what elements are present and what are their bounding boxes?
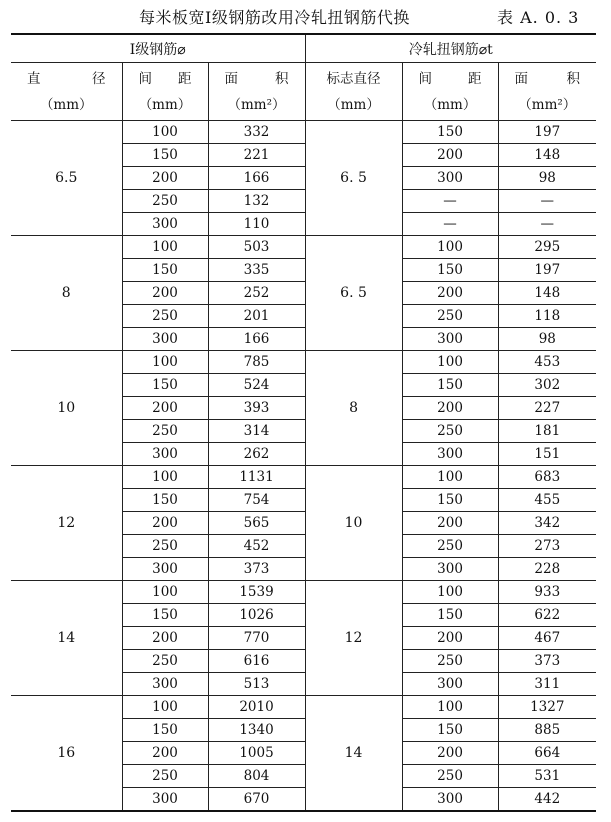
grade1-area-cell: 1005 (208, 742, 305, 765)
col-header-twisted-spacing: 间 距 （mm） (402, 63, 498, 121)
grade1-area-cell: 524 (208, 374, 305, 397)
table-title: 每米板宽Ⅰ级钢筋改用冷轧扭钢筋代换 (139, 8, 410, 27)
grade1-area-cell: 670 (208, 788, 305, 812)
grade1-spacing-cell: 250 (122, 190, 208, 213)
left-group-header: Ⅰ级钢筋⌀ (11, 34, 305, 63)
twisted-spacing-cell: 300 (402, 328, 498, 351)
twisted-area-cell: 683 (498, 466, 596, 489)
twisted-area-cell: 98 (498, 167, 596, 190)
twisted-area-cell: — (498, 213, 596, 236)
grade1-spacing-cell: 250 (122, 765, 208, 788)
twisted-spacing-cell: 250 (402, 650, 498, 673)
grade1-spacing-cell: 250 (122, 420, 208, 443)
twisted-spacing-cell: 150 (402, 489, 498, 512)
twisted-spacing-cell: 300 (402, 558, 498, 581)
grade1-diameter-cell: 6.5 (11, 121, 122, 236)
twisted-spacing-cell: 200 (402, 512, 498, 535)
grade1-area-cell: 335 (208, 259, 305, 282)
grade1-area-cell: 565 (208, 512, 305, 535)
grade1-spacing-cell: 200 (122, 282, 208, 305)
twisted-spacing-cell: 150 (402, 121, 498, 144)
right-group-header: 冷轧扭钢筋⌀t (305, 34, 596, 63)
col-header-diameter: 直 径 （mm） (11, 63, 122, 121)
twisted-diameter-cell: 12 (305, 581, 402, 696)
twisted-area-cell: 197 (498, 121, 596, 144)
grade1-spacing-cell: 150 (122, 259, 208, 282)
grade1-area-cell: 616 (208, 650, 305, 673)
grade1-area-cell: 132 (208, 190, 305, 213)
twisted-area-cell: 181 (498, 420, 596, 443)
grade1-area-cell: 166 (208, 328, 305, 351)
twisted-spacing-cell: 100 (402, 351, 498, 374)
grade1-spacing-cell: 100 (122, 581, 208, 604)
twisted-spacing-cell: 300 (402, 167, 498, 190)
grade1-spacing-cell: 100 (122, 466, 208, 489)
twisted-area-cell: 228 (498, 558, 596, 581)
grade1-diameter-cell: 8 (11, 236, 122, 351)
grade1-area-cell: 452 (208, 535, 305, 558)
grade1-area-cell: 754 (208, 489, 305, 512)
grade1-area-cell: 785 (208, 351, 305, 374)
twisted-area-cell: 373 (498, 650, 596, 673)
grade1-spacing-cell: 200 (122, 397, 208, 420)
twisted-spacing-cell: 150 (402, 719, 498, 742)
twisted-area-cell: 342 (498, 512, 596, 535)
grade1-spacing-cell: 150 (122, 489, 208, 512)
twisted-area-cell: 295 (498, 236, 596, 259)
twisted-spacing-cell: 150 (402, 374, 498, 397)
grade1-spacing-cell: 200 (122, 167, 208, 190)
grade1-area-cell: 221 (208, 144, 305, 167)
grade1-spacing-cell: 100 (122, 351, 208, 374)
grade1-spacing-cell: 300 (122, 788, 208, 812)
table-row (11, 696, 596, 719)
grade1-diameter-cell: 14 (11, 581, 122, 696)
twisted-area-cell: 98 (498, 328, 596, 351)
col-header-spacing: 间 距 （mm） (122, 63, 208, 121)
grade1-area-cell: 110 (208, 213, 305, 236)
twisted-area-cell: 273 (498, 535, 596, 558)
grade1-spacing-cell: 100 (122, 696, 208, 719)
twisted-area-cell: 622 (498, 604, 596, 627)
grade1-spacing-cell: 300 (122, 673, 208, 696)
twisted-area-cell: 933 (498, 581, 596, 604)
twisted-spacing-cell: 200 (402, 397, 498, 420)
grade1-spacing-cell: 100 (122, 236, 208, 259)
twisted-spacing-cell: 200 (402, 627, 498, 650)
grade1-spacing-cell: 150 (122, 719, 208, 742)
grade1-spacing-cell: 200 (122, 627, 208, 650)
twisted-area-cell: — (498, 190, 596, 213)
grade1-spacing-cell: 250 (122, 535, 208, 558)
twisted-area-cell: 453 (498, 351, 596, 374)
table-row (11, 236, 596, 259)
grade1-spacing-cell: 250 (122, 305, 208, 328)
twisted-area-cell: 227 (498, 397, 596, 420)
twisted-area-cell: 442 (498, 788, 596, 812)
grade1-area-cell: 2010 (208, 696, 305, 719)
table-caption (0, 0, 611, 34)
twisted-spacing-cell: — (402, 213, 498, 236)
twisted-spacing-cell: 100 (402, 466, 498, 489)
twisted-area-cell: 467 (498, 627, 596, 650)
grade1-spacing-cell: 300 (122, 558, 208, 581)
twisted-area-cell: 885 (498, 719, 596, 742)
twisted-spacing-cell: 150 (402, 604, 498, 627)
twisted-area-cell: 148 (498, 282, 596, 305)
col-header-nominal-diameter: 标志直径 （mm） (305, 63, 402, 121)
grade1-spacing-cell: 200 (122, 742, 208, 765)
twisted-spacing-cell: 200 (402, 282, 498, 305)
grade1-area-cell: 1340 (208, 719, 305, 742)
twisted-area-cell: 664 (498, 742, 596, 765)
column-header-row (11, 63, 596, 121)
twisted-area-cell: 1327 (498, 696, 596, 719)
group-header-row (11, 34, 596, 63)
grade1-spacing-cell: 100 (122, 121, 208, 144)
twisted-diameter-cell: 8 (305, 351, 402, 466)
grade1-spacing-cell: 150 (122, 374, 208, 397)
twisted-diameter-cell: 10 (305, 466, 402, 581)
grade1-area-cell: 166 (208, 167, 305, 190)
grade1-area-cell: 252 (208, 282, 305, 305)
grade1-area-cell: 332 (208, 121, 305, 144)
twisted-area-cell: 197 (498, 259, 596, 282)
grade1-diameter-cell: 16 (11, 696, 122, 812)
grade1-area-cell: 804 (208, 765, 305, 788)
twisted-spacing-cell: 100 (402, 581, 498, 604)
grade1-spacing-cell: 150 (122, 604, 208, 627)
col-header-twisted-area: 面 积 （mm²） (498, 63, 596, 121)
twisted-spacing-cell: — (402, 190, 498, 213)
twisted-spacing-cell: 100 (402, 696, 498, 719)
grade1-diameter-cell: 10 (11, 351, 122, 466)
twisted-area-cell: 148 (498, 144, 596, 167)
twisted-spacing-cell: 250 (402, 765, 498, 788)
twisted-area-cell: 302 (498, 374, 596, 397)
table-row (11, 581, 596, 604)
twisted-diameter-cell: 6. 5 (305, 121, 402, 236)
twisted-area-cell: 531 (498, 765, 596, 788)
grade1-area-cell: 262 (208, 443, 305, 466)
grade1-spacing-cell: 150 (122, 144, 208, 167)
twisted-spacing-cell: 100 (402, 236, 498, 259)
table-number: 表 A. 0. 3 (497, 8, 580, 27)
table-row (11, 121, 596, 144)
grade1-area-cell: 393 (208, 397, 305, 420)
twisted-spacing-cell: 150 (402, 259, 498, 282)
twisted-spacing-cell: 300 (402, 788, 498, 812)
grade1-area-cell: 513 (208, 673, 305, 696)
twisted-spacing-cell: 250 (402, 305, 498, 328)
twisted-spacing-cell: 250 (402, 535, 498, 558)
rebar-substitution-table (11, 33, 596, 812)
grade1-area-cell: 770 (208, 627, 305, 650)
grade1-area-cell: 503 (208, 236, 305, 259)
grade1-area-cell: 201 (208, 305, 305, 328)
table-row (11, 351, 596, 374)
twisted-spacing-cell: 300 (402, 673, 498, 696)
table-row (11, 466, 596, 489)
grade1-diameter-cell: 12 (11, 466, 122, 581)
grade1-spacing-cell: 200 (122, 512, 208, 535)
twisted-spacing-cell: 250 (402, 420, 498, 443)
twisted-diameter-cell: 14 (305, 696, 402, 812)
twisted-diameter-cell: 6. 5 (305, 236, 402, 351)
grade1-area-cell: 314 (208, 420, 305, 443)
grade1-area-cell: 373 (208, 558, 305, 581)
twisted-area-cell: 455 (498, 489, 596, 512)
table-body (11, 121, 596, 812)
grade1-spacing-cell: 250 (122, 650, 208, 673)
twisted-area-cell: 151 (498, 443, 596, 466)
grade1-spacing-cell: 300 (122, 213, 208, 236)
twisted-area-cell: 118 (498, 305, 596, 328)
twisted-spacing-cell: 200 (402, 742, 498, 765)
twisted-spacing-cell: 300 (402, 443, 498, 466)
grade1-spacing-cell: 300 (122, 328, 208, 351)
grade1-spacing-cell: 300 (122, 443, 208, 466)
twisted-area-cell: 311 (498, 673, 596, 696)
col-header-area: 面 积 （mm²） (208, 63, 305, 121)
grade1-area-cell: 1026 (208, 604, 305, 627)
twisted-spacing-cell: 200 (402, 144, 498, 167)
grade1-area-cell: 1131 (208, 466, 305, 489)
grade1-area-cell: 1539 (208, 581, 305, 604)
